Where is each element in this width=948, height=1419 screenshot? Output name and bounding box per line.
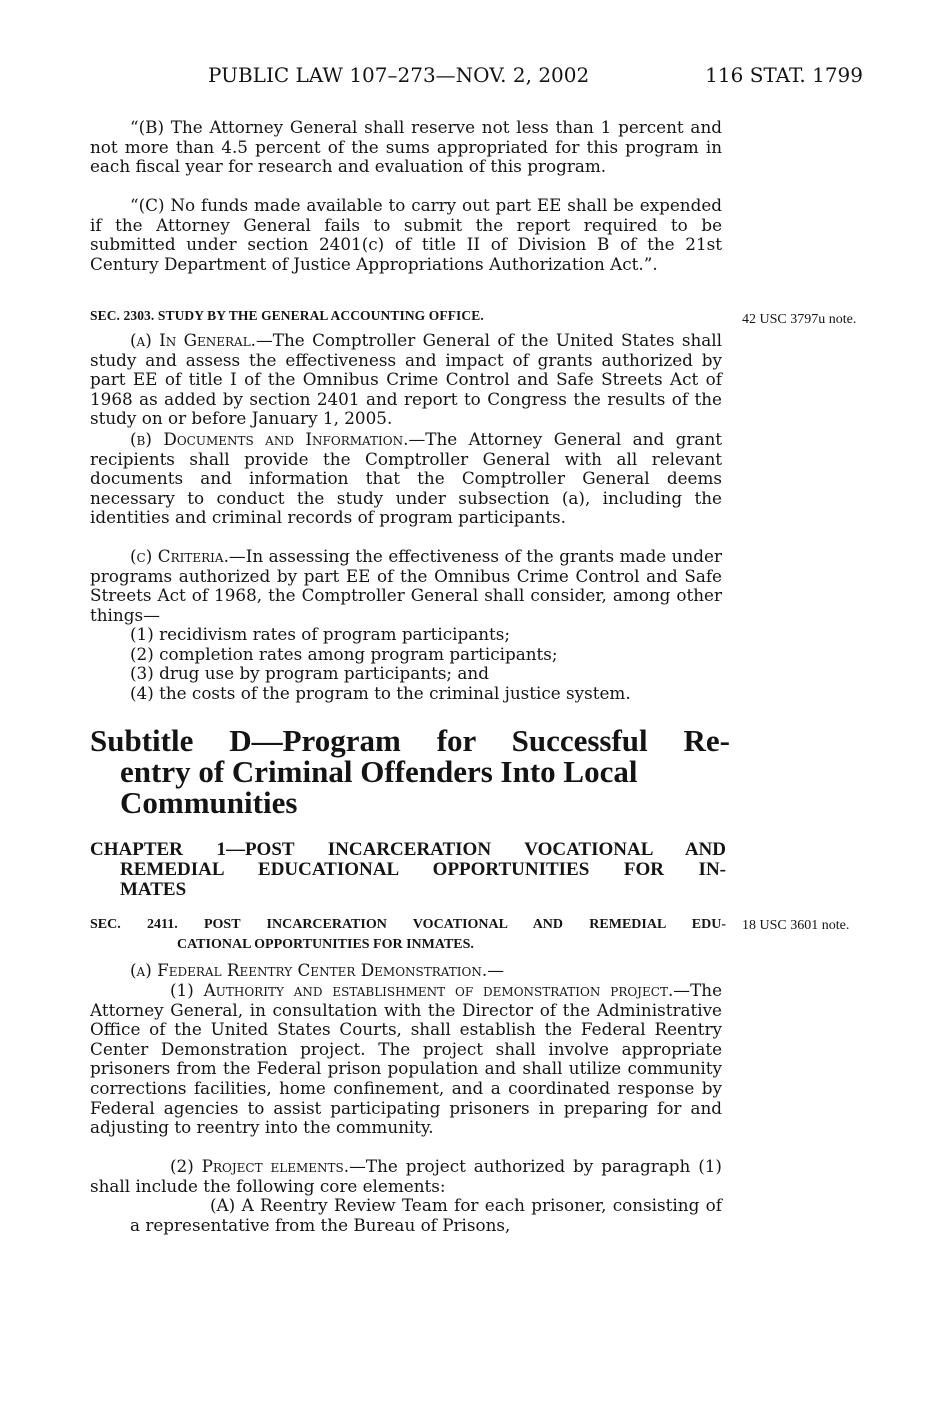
chapter-line-1: CHAPTER 1—POST INCARCERATION VOCATIONAL AND <box>90 839 726 860</box>
margin-note-2303: 42 USC 3797u note. <box>742 312 857 327</box>
subsection-2411-a <box>90 961 722 981</box>
section-2411-heading <box>90 915 726 954</box>
criteria-list <box>90 625 762 703</box>
subtitle-heading <box>90 725 730 818</box>
margin-note-2411: 18 USC 3601 note. <box>742 918 850 933</box>
section-2303-heading <box>90 305 722 326</box>
paragraph-2411-2-A: (A) A Reentry Review Team for each prisoner, consisting of a representative from the Bureau of Prisons, <box>130 1195 722 1235</box>
section-2411-title-line-2: CATIONAL OPPORTUNITIES FOR INMATES. <box>177 936 474 952</box>
running-header <box>208 63 863 93</box>
header-law-citation: PUBLIC LAW 107–273—NOV. 2, 2002 <box>208 63 590 87</box>
subsection-b <box>90 430 722 528</box>
subsection-2411-a-heading: (a) Federal Reentry Center Demonstration.— <box>130 960 505 980</box>
section-2303-title: SEC. 2303. STUDY BY THE GENERAL ACCOUNTING OFFICE. <box>90 308 484 323</box>
paragraph-b: “(B) The Attorney General shall reserve not less than 1 percent and not more than 4.5 percent of the sums appropriated for this program in each fiscal year for research and evaluation of this program. <box>90 117 722 177</box>
list-item: (3) drug use by program participants; and <box>130 663 489 684</box>
chapter-line-3: MATES <box>120 879 187 900</box>
section-2411-title-line-1: SEC. 2411. POST INCARCERATION VOCATIONAL AND REMEDIAL EDU- <box>90 917 726 932</box>
list-item: (1) recidivism rates of program participants; <box>130 624 511 644</box>
subsection-b-text: —The Attorney General and grant recipients shall provide the Comptroller General with all relevant documents and information that the Comptroller General deems necessary to conduct the study under subsection (a), including the identities and criminal records of program participants. <box>90 429 722 528</box>
chapter-heading <box>90 840 726 900</box>
paragraph-2411-1-text: —The Attorney General, in consultation with the Director of the Administrative Office of the United States Courts, shall establish the Federal Reentry Center Demonstration project. The project shall involve appropriate prisoners from the Federal prison population and shall utilize community corrections facilities, home confinement, and a coordinated response by Federal agencies to assist participating prisoners in preparing for and adjusting to reentry into the community. <box>90 980 722 1138</box>
list-item: (2) completion rates among program participants; <box>130 643 558 664</box>
chapter-line-2: REMEDIAL EDUCATIONAL OPPORTUNITIES FOR IN- <box>120 859 726 880</box>
subtitle-line-3: Communities <box>120 785 298 820</box>
header-stat-page: 116 STAT. 1799 <box>705 63 863 87</box>
paragraph-2411-2-heading: (2) Project elements. <box>170 1156 350 1176</box>
subsection-a-heading: (a) In General. <box>130 330 257 350</box>
subsection-b-heading: (b) Documents and Information. <box>130 429 409 449</box>
paragraph-2411-2-text: —The project authorized by paragraph (1) shall include the following core elements: <box>90 1156 722 1196</box>
list-item: (4) the costs of the program to the criminal justice system. <box>130 682 631 703</box>
subsection-a <box>90 331 722 429</box>
paragraph-2411-1 <box>90 981 722 1138</box>
subtitle-line-2: entry of Criminal Offenders Into Local <box>120 754 638 789</box>
subsection-c-heading: (c) Criteria. <box>130 546 229 566</box>
subsection-a-text: —The Comptroller General of the United States shall study and assess the effectiveness and impact of grants authorized by part EE of title I of the Omnibus Crime Control and Safe Streets Act of 1968 as added by section 2401 and report to Congress the results of the study on or before January 1, 2005. <box>90 330 722 429</box>
paragraph-2411-1-heading: (1) Authority and establishment of demonstration project. <box>170 980 674 1000</box>
paragraph-c: “(C) No funds made available to carry out part EE shall be expended if the Attorney General fails to submit the report required to be submitted under section 2401(c) of title II of Division B of the 21st Century Department of Justice Appropriations Authorization Act.”. <box>90 195 722 274</box>
subsection-c <box>90 547 722 625</box>
subsection-c-text: —In assessing the effectiveness of the grants made under programs authorized by part EE of the Omnibus Crime Control and Safe Streets Act of 1968, the Comptroller General shall consider, among other things— <box>90 546 722 625</box>
paragraph-2411-2 <box>90 1157 722 1196</box>
subtitle-line-1: Subtitle D—Program for Successful Re- <box>90 723 730 758</box>
